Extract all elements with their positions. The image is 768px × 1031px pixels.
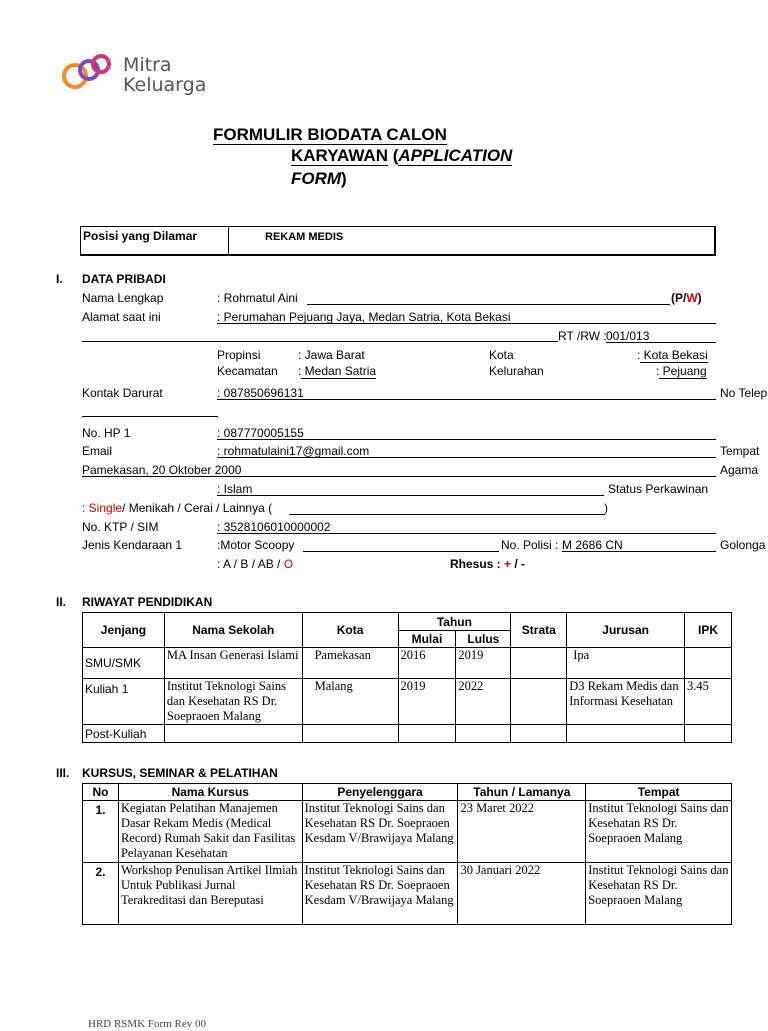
edu-ipk[interactable] xyxy=(685,648,732,679)
gender-selected: W xyxy=(686,291,698,305)
nama-value[interactable]: : Rohmatul Aini xyxy=(217,291,298,305)
agama-text: Islam xyxy=(220,482,253,496)
agama-value[interactable] xyxy=(217,482,252,496)
kontak-label: Kontak Darurat xyxy=(82,386,163,400)
kota-label: Kota xyxy=(489,348,514,362)
edu-lulus[interactable]: 2019 xyxy=(456,648,511,679)
title-open: ( xyxy=(387,146,399,165)
position-box xyxy=(80,226,716,256)
section-2-title: RIWAYAT PENDIDIKAN xyxy=(82,595,213,609)
edu-sekolah[interactable] xyxy=(164,725,302,743)
course-penyelenggara[interactable]: Institut Teknologi Sains dan Kesehatan RS Dr. Soepraoen Kesdam V/Brawijaya Malang xyxy=(302,863,458,925)
telp-label: No Telep xyxy=(720,386,768,400)
edu-sekolah[interactable]: MA Insan Generasi Islami xyxy=(164,648,302,679)
title-close: ) xyxy=(341,169,347,188)
edu-jenjang: Kuliah 1 xyxy=(83,679,165,725)
section-3-number: III. xyxy=(56,766,70,780)
propinsi-label: Propinsi xyxy=(217,348,261,362)
tempat-label: Tempat xyxy=(720,444,760,458)
kendaraan-label: Jenis Kendaraan 1 xyxy=(82,538,183,552)
course-nama[interactable]: Workshop Penulisan Artikel Ilmiah Untuk Publikasi Jurnal Terakreditasi dan Bereputasi xyxy=(118,863,302,925)
edu-sekolah[interactable]: Institut Teknologi Sains dan Kesehatan RS Dr. Soepraoen Malang xyxy=(164,679,302,725)
course-penyelenggara[interactable]: Institut Teknologi Sains dan Kesehatan RS Dr. Soepraoen Kesdam V/Brawijaya Malang xyxy=(302,801,458,863)
polisi-value[interactable]: M 2686 CN xyxy=(562,538,623,552)
status-value[interactable] xyxy=(82,501,272,515)
status-close: ) xyxy=(604,501,608,515)
kelurahan-value[interactable] xyxy=(656,364,707,378)
header-sekolah: Nama Sekolah xyxy=(164,613,302,648)
table-row xyxy=(83,863,732,925)
edu-mulai[interactable] xyxy=(398,725,456,743)
edu-jenjang: Post-Kuliah xyxy=(83,725,165,743)
logo-line2: Keluarga xyxy=(123,74,207,96)
golongan-label: Golonga xyxy=(720,538,766,552)
rhesus-field[interactable] xyxy=(450,557,525,571)
edu-jurusan[interactable]: Ipa xyxy=(567,648,685,679)
form-title xyxy=(213,124,447,146)
kelurahan-label: Kelurahan xyxy=(489,364,544,378)
edu-jenjang: SMU/SMK xyxy=(83,648,165,679)
kecamatan-colon: : xyxy=(298,364,302,378)
hp-text: 087770005155 xyxy=(220,426,304,440)
status-options: / Menikah / Cerai / Lainnya ( xyxy=(122,501,273,515)
section-3-title: KURSUS, SEMINAR & PELATIHAN xyxy=(82,766,278,780)
edu-ipk[interactable]: 3.45 xyxy=(685,679,732,725)
edu-strata[interactable] xyxy=(511,679,567,725)
kecamatan-value[interactable] xyxy=(298,364,376,378)
course-tempat[interactable]: Institut Teknologi Sains dan Kesehatan RS Dr. Soepraoen Malang xyxy=(586,863,732,925)
kendaraan-value[interactable]: :Motor Scoopy xyxy=(217,538,295,552)
hp-value[interactable] xyxy=(217,426,304,440)
edu-mulai[interactable]: 2019 xyxy=(398,679,456,725)
edu-kota[interactable] xyxy=(302,725,398,743)
header-no: No xyxy=(83,784,119,801)
kelurahan-text: Pejuang xyxy=(659,364,707,378)
kota-value[interactable] xyxy=(637,348,708,362)
course-no: 1. xyxy=(83,801,119,863)
nama-label: Nama Lengkap xyxy=(82,291,164,305)
form-title-line2 xyxy=(291,145,512,167)
kontak-text: 087850696131 xyxy=(220,386,304,400)
header-penyelenggara: Penyelenggara xyxy=(302,784,458,801)
alamat-text: Perumahan Pejuang Jaya, Medan Satria, Kota Bekasi xyxy=(220,310,511,324)
course-tempat[interactable]: Institut Teknologi Sains dan Kesehatan RS Dr. Soepraoen Malang xyxy=(586,801,732,863)
polisi-label: No. Polisi : xyxy=(501,538,559,552)
gender-open: (P/ xyxy=(671,291,687,305)
table-row xyxy=(83,648,732,679)
edu-jurusan[interactable]: D3 Rekam Medis dan Informasi Kesehatan xyxy=(567,679,685,725)
agama-label: Agama xyxy=(720,463,759,477)
form-title-line3 xyxy=(291,168,347,190)
title-line1: FORMULIR BIODATA CALON xyxy=(213,125,447,144)
rhesus-options: / - xyxy=(511,557,526,571)
footer-text: HRD RSMK Form Rev 00 xyxy=(88,1018,206,1030)
email-text: rohmatulaini17@gmail.com xyxy=(220,444,370,458)
courses-table xyxy=(82,783,732,925)
logo-line1: Mitra xyxy=(123,54,172,76)
header-jenjang: Jenjang xyxy=(83,613,165,648)
alamat-colon: : xyxy=(217,310,221,324)
agama-colon: : xyxy=(217,482,221,496)
edu-kota[interactable]: Malang xyxy=(302,679,398,725)
header-tahun-lamanya: Tahun / Lamanya xyxy=(458,784,586,801)
kelurahan-colon: : xyxy=(656,364,660,378)
email-colon: : xyxy=(217,444,221,458)
alamat-label: Alamat saat ini xyxy=(82,310,161,324)
rhesus-selected: + xyxy=(504,557,512,571)
edu-kota[interactable]: Pamekasan xyxy=(302,648,398,679)
email-value[interactable] xyxy=(217,444,369,458)
course-tahun[interactable]: 30 Januari 2022 xyxy=(458,863,586,925)
position-label: Posisi yang Dilamar xyxy=(83,229,198,243)
propinsi-value[interactable]: : Jawa Barat xyxy=(298,348,365,362)
table-row xyxy=(83,801,732,863)
blood-selected: O xyxy=(283,557,294,571)
section-2-number: II. xyxy=(56,595,67,609)
rtrw-label: RT /RW : xyxy=(558,329,607,343)
edu-mulai[interactable]: 2016 xyxy=(398,648,456,679)
edu-jurusan[interactable] xyxy=(567,725,685,743)
header-mulai: Mulai xyxy=(398,631,456,648)
header-jurusan: Jurusan xyxy=(567,613,685,648)
ktp-text: 3528106010000002 xyxy=(220,520,331,534)
header-nama-kursus: Nama Kursus xyxy=(118,784,302,801)
kecamatan-text: Medan Satria xyxy=(301,364,377,378)
gender-close: ) xyxy=(697,291,702,305)
ktp-colon: : xyxy=(217,520,221,534)
ttl-value[interactable]: Pamekasan, 20 Oktober 2000 xyxy=(82,463,242,477)
table-row xyxy=(83,679,732,725)
kontak-value[interactable] xyxy=(217,386,304,400)
gender-field[interactable] xyxy=(671,291,702,305)
education-table xyxy=(82,612,732,743)
edu-strata[interactable] xyxy=(511,725,567,743)
header-kota: Kota xyxy=(302,613,398,648)
title-karyawan: KARYAWAN xyxy=(291,146,388,165)
ktp-value[interactable] xyxy=(217,520,330,534)
rhesus-label: Rhesus : xyxy=(450,557,505,571)
section-1-title: DATA PRIBADI xyxy=(82,272,166,286)
course-nama[interactable]: Kegiatan Pelatihan Manajemen Dasar Rekam Medis (Medical Record) Rumah Sakit dan Fasilitas Pelayanan Kesehatan xyxy=(118,801,302,863)
hp-label: No. HP 1 xyxy=(82,426,131,440)
kecamatan-label: Kecamatan xyxy=(217,364,278,378)
header-tahun: Tahun xyxy=(398,613,511,631)
kontak-colon: : xyxy=(217,386,221,400)
course-tahun[interactable]: 23 Maret 2022 xyxy=(458,801,586,863)
kota-text: Kota Bekasi xyxy=(640,348,708,362)
header-lulus: Lulus xyxy=(456,631,511,648)
blood-type-field[interactable] xyxy=(217,557,293,571)
mitra-keluarga-logo-icon xyxy=(60,50,120,95)
header-strata: Strata xyxy=(511,613,567,648)
title-form: FORM xyxy=(291,169,342,188)
section-1-number: I. xyxy=(56,272,63,286)
rtrw-value[interactable]: 001/013 xyxy=(606,329,650,343)
header-ipk: IPK xyxy=(685,613,732,648)
edu-ipk[interactable] xyxy=(685,725,732,743)
header-tempat: Tempat xyxy=(586,784,732,801)
course-no: 2. xyxy=(83,863,119,925)
status-selected: Single xyxy=(88,501,123,515)
table-row xyxy=(83,725,732,743)
position-value[interactable]: REKAM MEDIS xyxy=(265,231,344,243)
edu-lulus[interactable]: 2022 xyxy=(456,679,511,725)
ktp-label: No. KTP / SIM xyxy=(82,520,159,534)
status-colon: : xyxy=(82,501,89,515)
email-label: Email xyxy=(82,444,113,458)
edu-lulus[interactable] xyxy=(456,725,511,743)
edu-strata[interactable] xyxy=(511,648,567,679)
alamat-value[interactable] xyxy=(217,310,511,324)
status-label: Status Perkawinan xyxy=(608,482,709,496)
title-application: APPLICATION xyxy=(398,146,513,165)
blood-options: : A / B / AB / xyxy=(217,557,284,571)
hp-colon: : xyxy=(217,426,221,440)
kota-colon: : xyxy=(637,348,641,362)
